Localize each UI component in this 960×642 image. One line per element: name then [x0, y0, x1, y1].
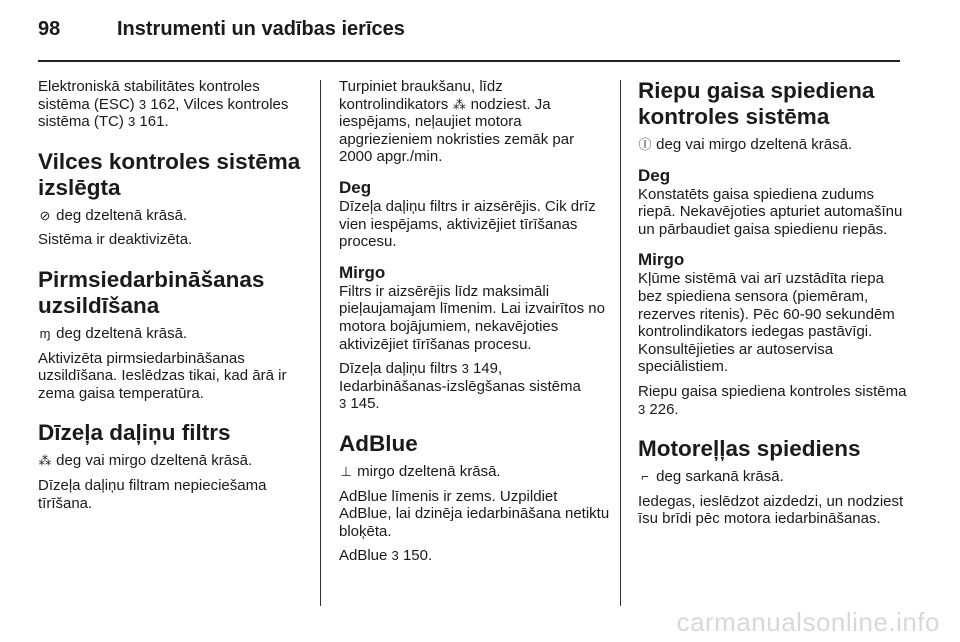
ref-arrow-icon: 3 — [128, 114, 136, 130]
adblue-reference: AdBlue 3 150. — [339, 547, 433, 565]
column-divider-2 — [620, 80, 621, 606]
section-heading-adblue: AdBlue — [339, 430, 418, 456]
subheading-mirgo: Mirgo — [638, 250, 685, 270]
section-heading-preheat: Pirmsiedarbināšanas uzsildīšana — [38, 266, 265, 318]
page-title: Instrumenti un vadības ierīces — [117, 18, 405, 40]
ref-arrow-icon: 3 — [391, 548, 399, 564]
subheading-mirgo: Mirgo — [339, 262, 386, 282]
ref-arrow-icon: 3 — [461, 361, 469, 377]
subheading-deg: Deg — [339, 177, 372, 197]
adblue-icon: ⊥ — [340, 463, 352, 479]
dpf-references: Dīzeļa daļiņu filtrs 3 149, Iedarbināšanas-izslēgšanas sistēma 3 145. — [339, 360, 581, 413]
dpf-continue-text: Turpiniet braukšanu, līdz kontrolindikators ⁂ nodziest. Ja iespējams, neļaujiet motora apgriezieniem nokristies zemāk par 2000 apgr./min. — [339, 78, 575, 166]
adblue-indicator-line: ⊥ mirgo dzeltenā krāsā. — [340, 462, 501, 480]
oil-text: Iedegas, ieslēdzot aizdedzi, un nodziest īsu brīdi pēc motora iedarbināšanas. — [638, 492, 904, 528]
ref-arrow-icon: 3 — [138, 96, 147, 112]
preheat-text: Aktivizēta pirmsiedarbināšanas uzsildīšana. Ieslēdzas tikai, kad ārā ir zema gaisa temperatūra. — [38, 349, 287, 402]
preheat-indicator-line: ɱ deg dzeltenā krāsā. — [39, 324, 188, 342]
section-heading-dpf: Dīzeļa daļiņu filtrs — [38, 420, 231, 446]
preheat-coil-icon: ɱ — [39, 325, 51, 341]
oil-indicator-line: ⌐ deg sarkanā krāsā. — [638, 468, 908, 486]
column-3 — [638, 78, 908, 535]
ref-arrow-icon: 3 — [339, 396, 347, 412]
column-divider-1 — [320, 80, 321, 606]
ref-arrow-icon: 3 — [638, 401, 646, 417]
page-header — [0, 0, 960, 60]
dpf-mirgo-text: Filtrs ir aizsērējis līdz maksimāli pieļaujamajam līmenim. Lai izvairītos no motora bojājumiem, nekavējoties aktivizējiet tīrīšanas procesu. — [339, 282, 605, 353]
tc-text: Sistēma ir deaktivizēta. — [38, 231, 193, 249]
oil-can-icon: ⌐ — [641, 469, 649, 485]
adblue-text: AdBlue līmenis ir zems. Uzpildiet AdBlue, lai dzinēja iedarbināšana netiktu bloķēta. — [339, 487, 610, 540]
section-heading-tc-off: Vilces kontroles sistēma izslēgta — [38, 148, 301, 200]
tc-indicator-line: ⊘ deg dzeltenā krāsā. — [39, 206, 188, 224]
section-heading-tpms: Riepu gaisa spiediena kontroles sistēma — [638, 78, 875, 129]
tpms-reference: Riepu gaisa spiediena kontroles sistēma 3 226. — [638, 382, 907, 418]
column-2 — [339, 78, 611, 572]
header-rule — [38, 60, 900, 62]
dpf-indicator-line: ⁂ deg vai mirgo dzeltenā krāsā. — [38, 452, 253, 470]
dpf-icon: ⁂ — [38, 453, 52, 469]
tc-off-icon: ⊘ — [39, 207, 51, 223]
intro-paragraph: Elektroniskā stabilitātes kontroles sistēma (ESC) 3 162, Vilces kontroles sistēma (TC) 3 161. — [38, 78, 289, 131]
column-1 — [38, 78, 310, 519]
tpms-indicator-line: Ⓘ deg vai mirgo dzeltenā krāsā. — [638, 136, 853, 153]
subheading-deg: Deg — [638, 165, 671, 185]
watermark: carmanualsonline.info — [676, 607, 940, 637]
page-number: 98 — [38, 18, 61, 40]
tpms-deg-text: Konstatēts gaisa spiediena zudums riepā. Nekavējoties apturiet automašīnu un pārbaudiet gaisa spiedienu riepās. — [638, 185, 903, 238]
dpf-deg-text: Dīzeļa daļiņu filtrs ir aizsērējis. Cik drīz vien iespējams, aktivizējiet tīrīšanas procesu. — [339, 197, 596, 251]
dpf-icon: ⁂ — [452, 96, 466, 112]
dpf-text: Dīzeļa daļiņu filtram nepieciešama tīrīšana. — [38, 476, 267, 512]
tire-pressure-icon: Ⓘ — [638, 137, 652, 152]
section-heading-oil-pressure: Motoreļļas spiediens — [638, 436, 861, 462]
tpms-mirgo-text: Kļūme sistēmā vai arī uzstādīta riepa bez spiediena sensora (piemēram, rezerves ritenis). Pēc 60-90 sekundēm kontrolindikators iedegas pastāvīgi. Konsultējieties ar autoservisa speciālistiem. — [638, 270, 895, 376]
